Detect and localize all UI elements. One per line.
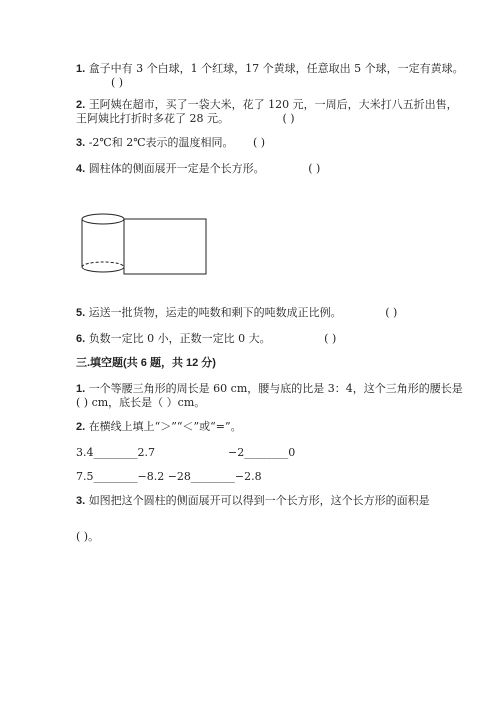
compare-row-1b: −2________0 <box>228 446 296 459</box>
question-4 <box>76 162 320 176</box>
answer-paren: ( ) <box>308 162 321 175</box>
fill-question-2 <box>76 420 242 434</box>
question-2 <box>76 98 458 112</box>
question-text: 王阿姨在超市，买了一袋大米，花了 120 元，一周后，大米打八五折出售， <box>88 98 458 111</box>
fill-question-3 <box>76 494 430 508</box>
question-number: 1. <box>76 383 86 395</box>
question-3 <box>76 136 265 150</box>
question-2-line2 <box>76 112 295 126</box>
question-5 <box>76 306 397 320</box>
question-number: 6. <box>76 333 86 345</box>
compare-row-1a: 3.4________2.7 <box>76 446 155 459</box>
question-text: 圆柱体的侧面展开一定是个长方形。 <box>88 162 265 175</box>
question-text: 王阿姨比打折时多花了 28 元。 <box>76 112 229 125</box>
question-text: 如图把这个圆柱的侧面展开可以得到一个长方形，这个长方形的面积是 <box>88 494 430 507</box>
fill-question-1 <box>76 382 463 396</box>
question-6 <box>76 332 336 346</box>
unfolded-rectangle <box>124 219 206 274</box>
answer-paren: ( )。 <box>76 530 100 543</box>
question-number: 3. <box>76 137 86 149</box>
question-text: 盒子中有 3 个白球，1 个红球，17 个黄球，任意取出 5 个球，一定有黄球。 <box>88 62 464 75</box>
question-number: 1. <box>76 63 86 75</box>
question-number: 5. <box>76 307 86 319</box>
question-number: 2. <box>76 99 86 111</box>
cylinder-bottom-back <box>82 262 124 267</box>
section-heading: 三.填空题(共 6 题，共 12 分) <box>76 357 216 369</box>
question-text: -2℃和 2℃表示的温度相同。 <box>88 136 234 149</box>
question-number: 2. <box>76 421 86 433</box>
question-number: 3. <box>76 495 86 507</box>
answer-paren: ( ) <box>324 332 337 345</box>
fill-question-1-line2: ( ) cm，底长是（ ）cm。 <box>76 396 206 409</box>
question-text: 负数一定比 0 小，正数一定比 0 大。 <box>88 332 271 345</box>
question-text: 在横线上填上“＞”“＜”或“=”。 <box>88 420 242 433</box>
question-number: 4. <box>76 163 86 175</box>
question-text: 运送一批货物，运走的吨数和剩下的吨数成正比例。 <box>88 306 342 319</box>
question-1 <box>76 62 464 76</box>
answer-paren: ( ) <box>282 112 295 125</box>
question-text: 一个等腰三角形的周长是 60 cm，腰与底的比是 3：4，这个三角形的腰长是 <box>88 382 463 395</box>
cylinder-bottom-front <box>82 267 124 272</box>
cylinder-unfold-figure <box>80 210 210 282</box>
answer-paren: ( ) <box>111 76 124 89</box>
cylinder-top <box>82 214 124 224</box>
answer-paren: ( ) <box>385 306 398 319</box>
compare-row-2: 7.5________−8.2 −28________−2.8 <box>76 470 262 483</box>
answer-paren: ( ) <box>253 136 266 149</box>
